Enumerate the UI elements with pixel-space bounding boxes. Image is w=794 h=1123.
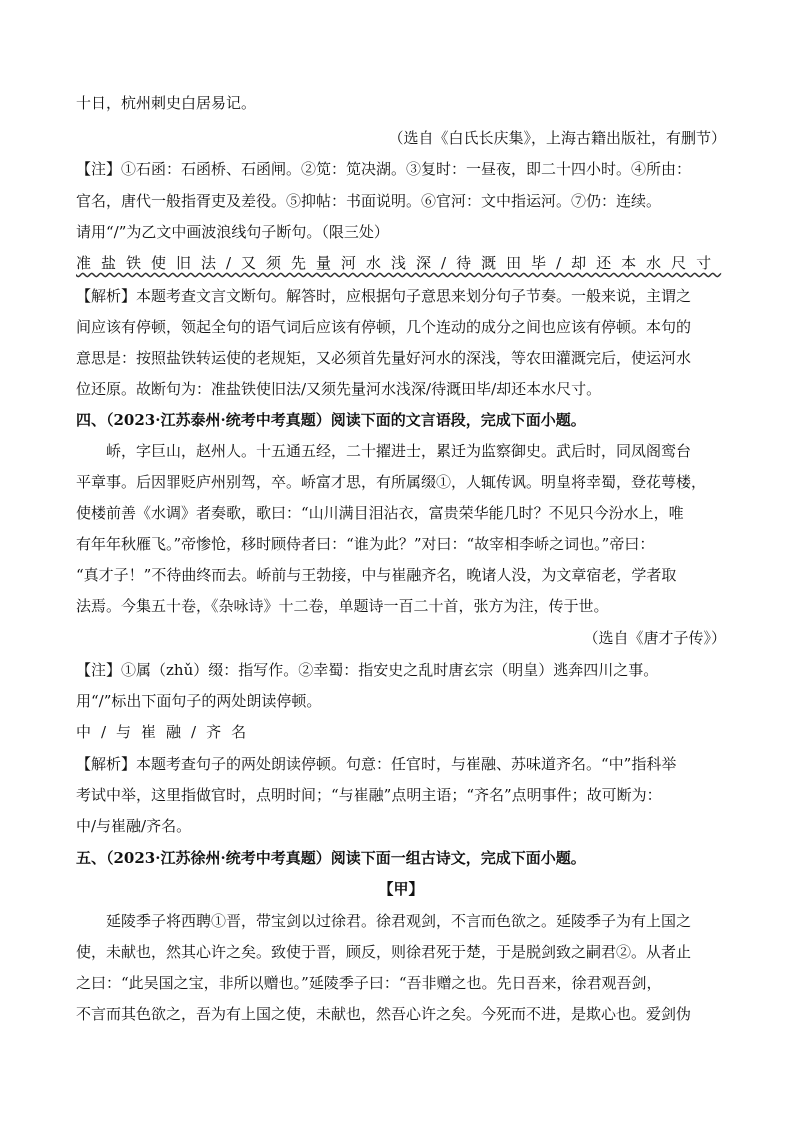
section-heading: 四、（2023·江苏泰州·统考中考真题）阅读下面的文言语段，完成下面小题。 <box>76 411 586 429</box>
analysis-line: 位还原。故断句为：准盐铁使旧法/又须先量河水浅深/待溉田毕/却还本水尺寸。 <box>76 380 602 398</box>
passage-line: 平章事。后因罪贬庐州别驾，卒。峤富才思，有所属缀①，人辄传讽。明皇将幸蜀，登花萼楼， <box>76 473 707 491</box>
question-line: 请用“/”为乙文中画波浪线句子断句。（限三处） <box>76 223 389 241</box>
source-citation: （选自《唐才子传》） <box>583 629 726 647</box>
question-line: 用“/”标出下面句子的两处朗读停顿。 <box>76 692 322 710</box>
passage-label: 【甲】 <box>378 880 424 898</box>
analysis-line: 【解析】本题考查句子的两处朗读停顿。句意：任官时，与崔融、苏味道齐名。“中”指科举 <box>76 755 677 773</box>
passage-line: 延陵季子将西聘①晋，带宝剑以过徐君。徐君观剑，不言而色欲之。延陵季子为有上国之 <box>106 912 692 930</box>
passage-line: 有年年秋雁飞。”帝惨怆，移时顾侍者曰：“谁为此？”对曰：“故宰相李峤之词也。”帝曰： <box>76 535 655 553</box>
passage-line: “真才子！”不待曲终而去。峤前与王勃接，中与崔融齐名，晚诸人没，为文章宿老，学者取 <box>76 566 677 584</box>
analysis-line: 【解析】本题考查文言文断句。解答时，应根据句子意思来划分句子节奏。一般来说，主谓之 <box>76 287 692 305</box>
section-heading: 五、（2023·江苏徐州·统考中考真题）阅读下面一组古诗文，完成下面小题。 <box>76 849 586 867</box>
passage-line: 峤，字巨山，赵州人。十五通五经，二十擢进士，累迁为监察御史。武后时，同凤阁鸾台 <box>106 442 692 460</box>
analysis-line: 考试中举，这里指做官时，点明时间；“与崔融”点明主语；“齐名”点明事件；故可断为： <box>76 786 662 804</box>
text-line: 十日，杭州刺史白居易记。 <box>76 94 257 112</box>
analysis-line: 意思是：按照盐铁转运使的老规矩，又必须首先量好河水的深浅，等农田灌溉完后，使运河水 <box>76 349 692 367</box>
passage-line: 法焉。今集五十卷，《杂咏诗》十二卷，单题诗一百二十首，张方为注，传于世。 <box>76 597 609 615</box>
note-line: 【注】①属（zhǔ）缀：指写作。②幸蜀：指安史之乱时唐玄宗（明皇）逃奔四川之事。 <box>76 661 659 679</box>
source-citation: （选自《白氏长庆集》，上海古籍出版社，有删节） <box>388 129 726 147</box>
note-line: 【注】①石函：石函桥、石函闸。②笕：笕决湖。③复时：一昼夜，即二十四小时。④所由： <box>76 160 692 178</box>
answer-line: 中/与崔融/齐名 <box>76 723 257 741</box>
analysis-line: 间应该有停顿，领起全句的语气词后应该有停顿，几个连动的成分之间也应该有停顿。本句的 <box>76 318 692 336</box>
passage-line: 之曰：“此吴国之宝，非所以赠也。”延陵季子曰：“吾非赠之也。先日吾来，徐君观吾剑， <box>76 974 662 992</box>
passage-line: 不言而其色欲之，吾为有上国之使，未献也，然吾心许之矣。今死而不进，是欺心也。爱剑伪 <box>76 1005 692 1023</box>
analysis-line: 中/与崔融/齐名。 <box>76 817 192 835</box>
answer-line: 准盐铁使旧法/又须先量河水浅深/待溉田毕/却还本水尺寸 <box>76 254 722 272</box>
passage-line: 使，未献也，然其心许之矣。致使于晋，顾反，则徐君死于楚，于是脱剑致之嗣君②。从者止 <box>76 943 692 961</box>
passage-line: 使楼前善《水调》者奏歌，歌曰：“山川满目泪沾衣，富贵荣华能几时？不见只今汾水上，唯 <box>76 504 684 522</box>
note-line: 官名，唐代一般指胥吏及差役。⑤抑帖：书面说明。⑥官河：文中指运河。⑦仍：连续。 <box>76 192 662 210</box>
